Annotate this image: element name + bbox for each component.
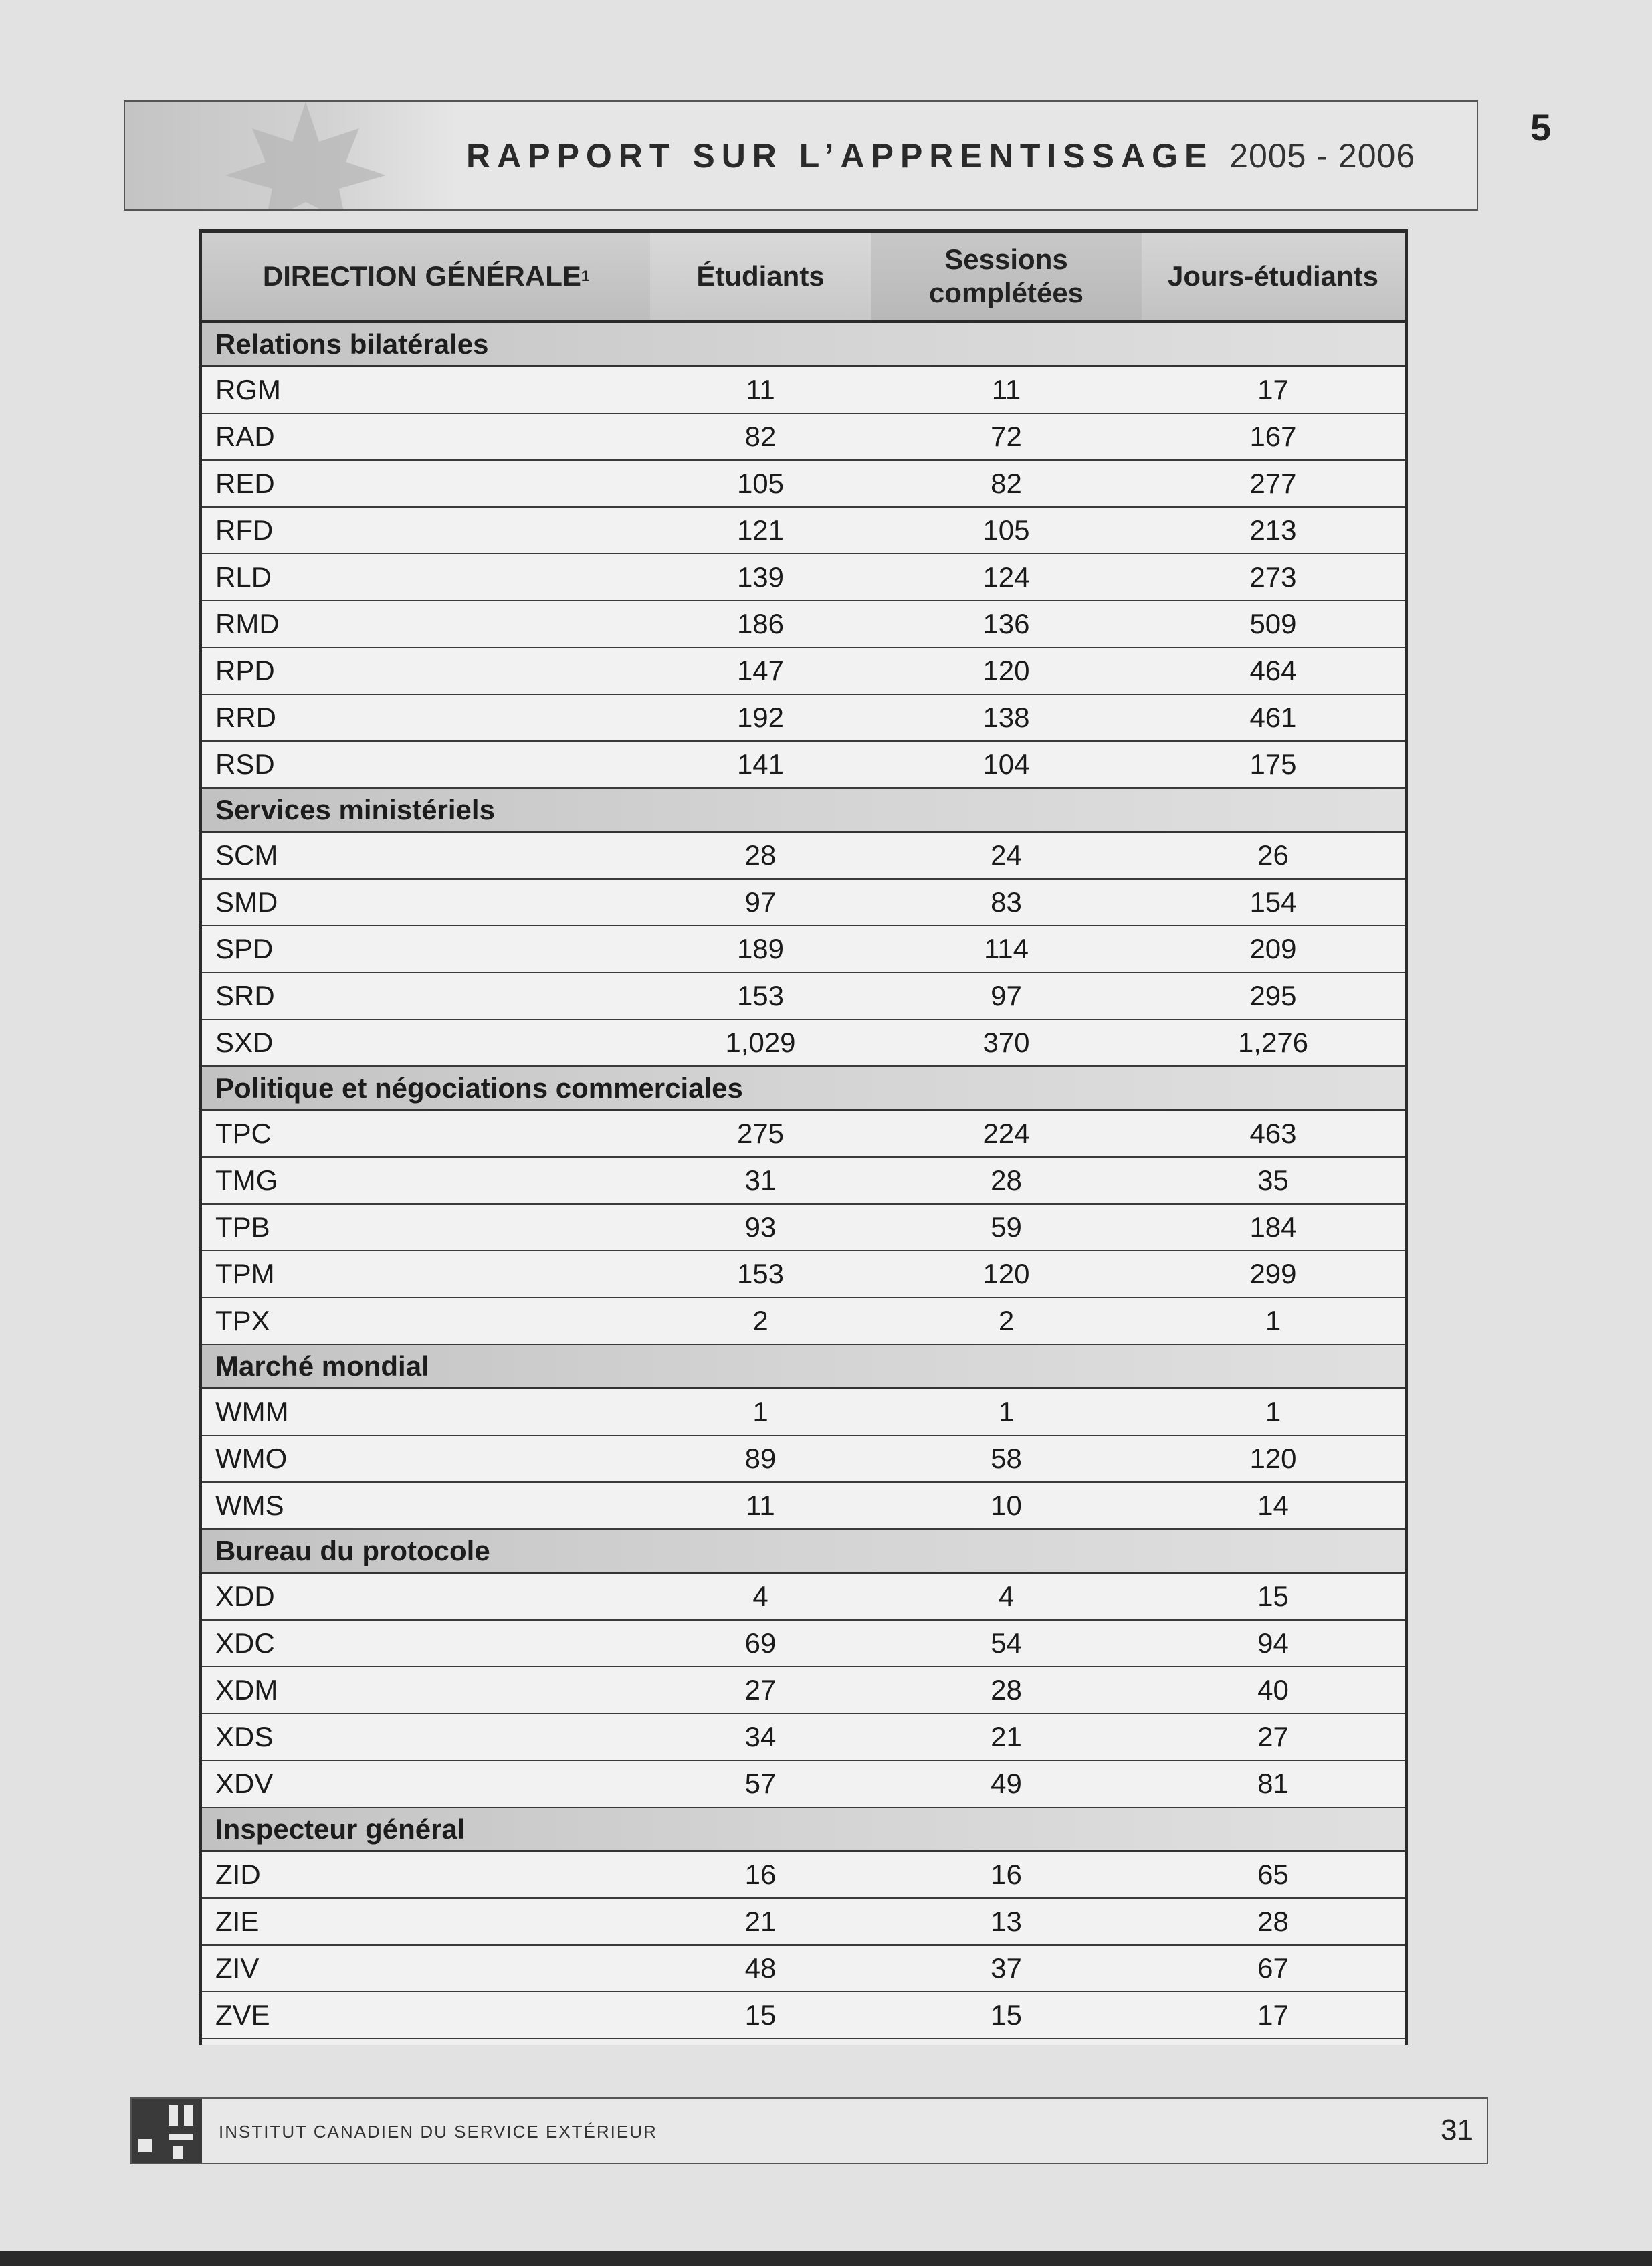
etudiants-cell: 31 (744, 1164, 777, 1196)
table-row (202, 1205, 1405, 1251)
group-heading: Marché mondial (202, 1345, 1405, 1389)
sessions-cell: 104 (983, 748, 1030, 780)
sessions-cell: 224 (983, 1118, 1030, 1149)
direction-code: TPM (215, 1258, 275, 1290)
sessions-cell: 59 (991, 1211, 1022, 1243)
table-row (202, 1899, 1405, 1946)
jours-cell: 184 (1249, 1211, 1297, 1243)
table-row (202, 461, 1405, 508)
etudiants-cell: 105 (736, 468, 785, 499)
table-row (202, 1389, 1405, 1436)
group-heading: Inspecteur général (202, 1808, 1405, 1852)
jours-cell: 81 (1257, 1768, 1289, 1799)
etudiants-cell: 1,029 (725, 1027, 796, 1058)
institute-name: INSTITUT CANADIEN DU SERVICE EXTÉRIEUR (219, 2122, 657, 2142)
jours-cell: 509 (1249, 608, 1297, 639)
direction-code: RSD (215, 748, 275, 780)
group-heading: Bureau du protocole (202, 1530, 1405, 1574)
direction-code: RFD (215, 514, 274, 546)
direction-code: SCM (215, 839, 278, 871)
etudiants-cell: 57 (744, 1768, 777, 1799)
jours-cell: 273 (1249, 561, 1297, 593)
jours-cell: 209 (1249, 933, 1297, 964)
table-header (202, 233, 1405, 323)
sessions-cell: 10 (991, 1489, 1022, 1521)
group-heading: Services ministériels (202, 789, 1405, 833)
footnote-marker: 1 (581, 268, 590, 284)
jours-cell: 28 (1257, 1905, 1289, 1937)
direction-code: RMD (215, 608, 280, 639)
sessions-cell: 120 (983, 655, 1030, 686)
jours-cell: 1 (1265, 1305, 1281, 1336)
sessions-cell: 24 (991, 839, 1022, 871)
maple-leaf-image (125, 102, 456, 209)
table-row (202, 414, 1405, 461)
sessions-cell: 28 (991, 1674, 1022, 1706)
page-number: 31 (1441, 2114, 1473, 2146)
direction-code: TPB (215, 1211, 270, 1243)
direction-code: XDD (215, 1580, 275, 1612)
jours-cell: 40 (1257, 1674, 1289, 1706)
etudiants-cell: 11 (746, 1489, 775, 1521)
etudiants-cell: 121 (736, 514, 785, 546)
sessions-cell: 124 (983, 561, 1030, 593)
etudiants-cell: 2 (752, 1305, 768, 1336)
sessions-cell: 1 (998, 1396, 1015, 1427)
direction-code: ZIE (215, 1905, 260, 1937)
direction-code: XDV (215, 1768, 274, 1799)
direction-code: RPD (215, 655, 275, 686)
jours-cell: 463 (1249, 1118, 1297, 1149)
table-row (202, 554, 1405, 601)
scan-edge (0, 2251, 1652, 2266)
jours-cell: 65 (1257, 1859, 1289, 1890)
etudiants-cell: 27 (744, 1674, 777, 1706)
etudiants-cell: 28 (744, 839, 777, 871)
table-row (202, 648, 1405, 695)
sessions-cell: 49 (991, 1768, 1022, 1799)
table-row (202, 1667, 1405, 1714)
table-row (202, 880, 1405, 926)
direction-code: ZID (215, 1859, 261, 1890)
col-header-sessions-label: Sessions complétées (928, 243, 1084, 308)
group-heading: Politique et négociations commerciales (202, 1067, 1405, 1111)
direction-code: ZVE (215, 1999, 270, 2031)
direction-code: RRD (215, 702, 276, 733)
table-row (202, 695, 1405, 742)
table-row (202, 367, 1405, 414)
table-row (202, 1158, 1405, 1205)
sessions-cell: 72 (991, 421, 1022, 452)
jours-cell: 17 (1257, 374, 1289, 405)
jours-cell: 464 (1249, 655, 1297, 686)
table-row (202, 1574, 1405, 1621)
group-heading: Relations bilatérales (202, 323, 1405, 367)
sessions-cell: 2 (998, 1305, 1015, 1336)
etudiants-cell: 189 (736, 933, 785, 964)
table-row (202, 1992, 1405, 2039)
jours-cell: 17 (1257, 1999, 1289, 2031)
direction-code: SMD (215, 886, 278, 918)
sessions-cell: 28 (991, 1164, 1022, 1196)
jours-cell: 120 (1249, 1443, 1297, 1474)
table-row (202, 1852, 1405, 1899)
etudiants-cell: 4 (752, 1580, 768, 1612)
table-row (202, 601, 1405, 648)
table-row (202, 1946, 1405, 1992)
direction-code: ZIV (215, 1952, 260, 1984)
jours-cell: 1,276 (1237, 1027, 1309, 1058)
jours-cell: 277 (1249, 468, 1297, 499)
sessions-cell: 370 (983, 1027, 1030, 1058)
table-row (202, 833, 1405, 880)
jours-cell: 213 (1249, 514, 1297, 546)
sessions-cell: 21 (991, 1721, 1022, 1752)
sessions-cell: 120 (983, 1258, 1030, 1290)
etudiants-cell: 11 (746, 374, 775, 405)
etudiants-cell: 15 (744, 1999, 777, 2031)
sessions-cell: 97 (991, 980, 1022, 1011)
table-row (202, 1761, 1405, 1808)
table-row (202, 1020, 1405, 1067)
etudiants-cell: 82 (744, 421, 777, 452)
table-row (202, 1298, 1405, 1345)
etudiants-cell: 69 (744, 1627, 777, 1659)
sessions-cell: 136 (983, 608, 1030, 639)
direction-code: RAD (215, 421, 275, 452)
direction-code: TPX (215, 1305, 270, 1336)
etudiants-cell: 34 (744, 1721, 777, 1752)
sessions-cell: 82 (991, 468, 1022, 499)
training-table (199, 229, 1408, 2045)
sessions-cell: 58 (991, 1443, 1022, 1474)
table-row (202, 742, 1405, 789)
sessions-cell: 15 (991, 1999, 1022, 2031)
direction-code: SPD (215, 933, 274, 964)
etudiants-cell: 93 (744, 1211, 777, 1243)
direction-code: RED (215, 468, 275, 499)
table-row (202, 1436, 1405, 1483)
direction-code: WMS (215, 1489, 284, 1521)
table-row (202, 508, 1405, 554)
jours-cell: 175 (1249, 748, 1297, 780)
sessions-cell: 4 (998, 1580, 1015, 1612)
etudiants-cell: 48 (744, 1952, 777, 1984)
table-row (202, 1111, 1405, 1158)
institute-logo (132, 2099, 202, 2163)
etudiants-cell: 275 (736, 1118, 785, 1149)
jours-cell: 299 (1249, 1258, 1297, 1290)
jours-cell: 35 (1257, 1164, 1289, 1196)
direction-code: RGM (215, 374, 281, 405)
report-title-text: RAPPORT SUR L’APPRENTISSAGE (466, 137, 1214, 175)
sessions-cell: 114 (984, 933, 1029, 964)
direction-code: TMG (215, 1164, 278, 1196)
report-header (124, 100, 1478, 211)
etudiants-cell: 192 (736, 702, 785, 733)
page-footer (130, 2097, 1488, 2164)
sessions-cell: 13 (991, 1905, 1022, 1937)
jours-cell: 27 (1257, 1721, 1289, 1752)
sessions-cell: 37 (991, 1952, 1022, 1984)
jours-cell: 94 (1257, 1627, 1289, 1659)
direction-code: SRD (215, 980, 275, 1011)
jours-cell: 167 (1249, 421, 1297, 452)
sessions-cell: 54 (991, 1627, 1022, 1659)
jours-cell: 295 (1249, 980, 1297, 1011)
table-body (202, 323, 1405, 2039)
table-row (202, 926, 1405, 973)
etudiants-cell: 153 (736, 1258, 785, 1290)
etudiants-cell: 21 (744, 1905, 777, 1937)
direction-code: WMM (215, 1396, 289, 1427)
table-row (202, 1621, 1405, 1667)
direction-code: WMO (215, 1443, 288, 1474)
etudiants-cell: 153 (736, 980, 785, 1011)
etudiants-cell: 139 (736, 561, 785, 593)
jours-cell: 15 (1257, 1580, 1289, 1612)
etudiants-cell: 141 (736, 748, 785, 780)
jours-cell: 154 (1249, 886, 1297, 918)
direction-code: XDC (215, 1627, 275, 1659)
etudiants-cell: 1 (752, 1396, 768, 1427)
col-header-direction (202, 233, 650, 320)
etudiants-cell: 97 (744, 886, 777, 918)
col-header-jours: Jours-étudiants (1142, 233, 1405, 320)
etudiants-cell: 147 (736, 655, 785, 686)
direction-code: TPC (215, 1118, 272, 1149)
etudiants-cell: 186 (736, 608, 785, 639)
direction-code: XDM (215, 1674, 278, 1706)
jours-cell: 461 (1249, 702, 1297, 733)
sessions-cell: 16 (991, 1859, 1022, 1890)
sessions-cell: 11 (991, 374, 1021, 405)
jours-cell: 14 (1257, 1489, 1289, 1521)
col-header-sessions (871, 233, 1142, 320)
direction-code: XDS (215, 1721, 274, 1752)
jours-cell: 67 (1257, 1952, 1289, 1984)
sessions-cell: 83 (991, 886, 1022, 918)
col-header-etudiants: Étudiants (650, 233, 871, 320)
table-row (202, 973, 1405, 1020)
report-title (466, 136, 1415, 175)
sessions-cell: 138 (983, 702, 1030, 733)
table-row (202, 1483, 1405, 1530)
direction-code: SXD (215, 1027, 274, 1058)
report-years: 2005 - 2006 (1229, 137, 1416, 175)
direction-code: RLD (215, 561, 272, 593)
table-row (202, 1714, 1405, 1761)
table-row (202, 1251, 1405, 1298)
sessions-cell: 105 (983, 514, 1030, 546)
chapter-number: 5 (1530, 106, 1552, 148)
jours-cell: 26 (1257, 839, 1289, 871)
jours-cell: 1 (1265, 1396, 1281, 1427)
etudiants-cell: 89 (744, 1443, 777, 1474)
col-header-direction-label: DIRECTION GÉNÉRALE (262, 260, 581, 292)
etudiants-cell: 16 (744, 1859, 777, 1890)
